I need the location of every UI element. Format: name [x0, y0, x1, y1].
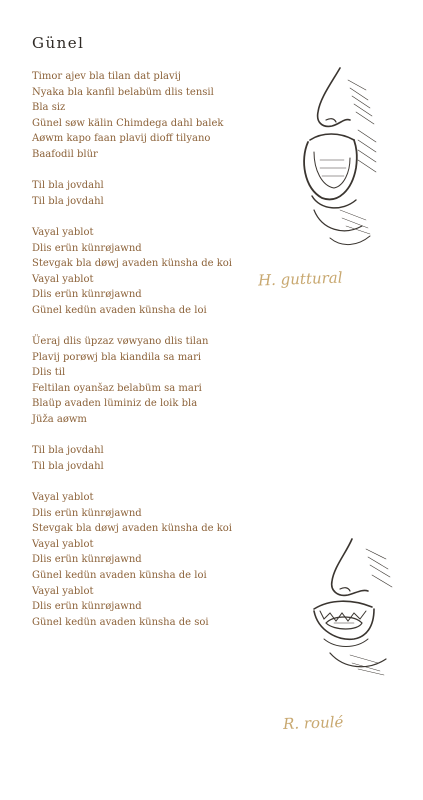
- poem-line: Dlis erün künrøjawnd: [32, 289, 142, 301]
- page-title: Günel: [32, 34, 85, 52]
- poem-line: Üeraj dlis üpzaz vøwyano dlis tilan: [32, 336, 209, 348]
- poem-line: Plavij porøwj bla kiandila sa mari: [32, 351, 202, 363]
- poem-line: Timor ajev bla tilan dat plavij: [32, 71, 181, 82]
- illustration-caption-roule: R. roulé: [282, 712, 344, 734]
- poem-line: Aøwm kapo faan plavij dioff tilyano: [32, 133, 211, 145]
- poem-line: Dlis erün künrøjawnd: [32, 242, 142, 254]
- stanza-break: [32, 163, 272, 179]
- poem-line: Dlis erün künrøjawnd: [32, 601, 142, 613]
- poem-line: Vayal yablot: [32, 585, 94, 597]
- poem-line: Til bla jovdahl: [32, 460, 104, 472]
- poem-line: Til bla jovdahl: [32, 445, 104, 457]
- poem-line: Stevgak bla døwj avaden künsha de koi: [32, 258, 232, 270]
- poem-line: Baafodil blür: [32, 148, 98, 160]
- poem-line: Günel søw kälin Chimdega dahl balek: [32, 117, 224, 129]
- stanza-break: [32, 319, 272, 335]
- poem-line: Feltilan oyanšaz belabüm sa mari: [32, 382, 202, 394]
- poem-body: [32, 69, 272, 630]
- poem-line: Günel kedün avaden künsha de loi: [32, 304, 207, 316]
- stanza-break: [32, 474, 272, 490]
- poem-line: Til bla jovdahl: [32, 180, 104, 192]
- poem-line: Stevgak bla døwj avaden künsha de koi: [32, 523, 232, 535]
- mouth-tongue-sketch-icon: [290, 535, 400, 695]
- poem-line: Blaüp avaden lüminiz de loik bla: [32, 398, 198, 410]
- poem-line: Nyaka bla kanfil belabüm dlis tensil: [32, 86, 214, 98]
- poem-line: Dlis til: [32, 367, 66, 379]
- poem-line: Vayal yablot: [32, 273, 94, 285]
- poem-line: Jüža aøwm: [32, 414, 87, 426]
- illustration-caption-guttural: H. guttural: [257, 268, 343, 290]
- poem-line: Vayal yablot: [32, 538, 94, 550]
- poem-line: Bla siz: [32, 102, 66, 114]
- poem-line: Günel kedün avaden künsha de soi: [32, 616, 209, 628]
- open-mouth-sketch-icon: [270, 60, 380, 260]
- stanza-break: [32, 428, 272, 444]
- stanza-break: [32, 209, 272, 225]
- poem-line: Til bla jovdahl: [32, 195, 104, 207]
- poem-line: Vayal yablot: [32, 492, 94, 504]
- poem-line: Günel kedün avaden künsha de loi: [32, 570, 207, 581]
- poem-line: Dlis erün künrøjawnd: [32, 507, 142, 519]
- poem-line: Dlis erün künrøjawnd: [32, 554, 142, 566]
- poem-line: Vayal yablot: [32, 226, 94, 238]
